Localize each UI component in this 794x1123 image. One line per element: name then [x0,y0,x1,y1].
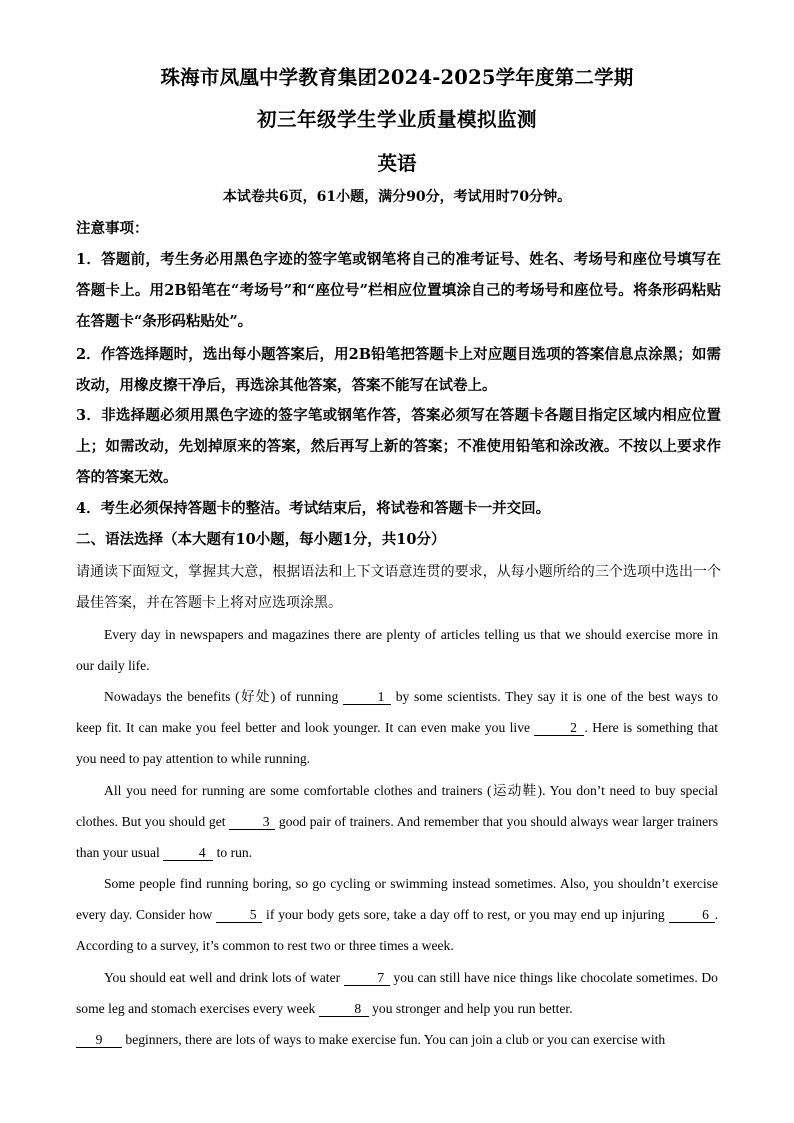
passage-paragraph-2: Nowadays the benefits (好处) of running 1 by some scientists. They say it is one of the best ways to keep fit. It can make you feel better and look younger. It can even make you live 2 . Here is something that you need to pay attention to while running. [76,689,719,766]
note-item-4: 4．考生必须保持答题卡的整洁。考试结束后，将试卷和答题卡一并交回。 [76,500,551,517]
exam-intro: 本试卷共6页，61小题，满分90分，考试用时70分钟。 [222,189,572,205]
blank-4: 4 [163,846,213,861]
passage-paragraph-6: 9 beginners, there are lots of ways to make exercise fun. You can join a club or you can exercise with [76,1024,718,1055]
passage-paragraph-4: Some people find running boring, so go cycling or swimming instead sometimes. Also, you shouldn’t exercise every day. Consider how 5 if your body gets sore, take a day off to rest, or you may end up injuring 6 . According to a survey, it’s common to rest two or three times a week. [76,876,718,953]
exam-title: 珠海市凤凰中学教育集团2024-2025学年度第二学期 [160,66,634,89]
blank-6: 6 [669,908,715,923]
note-item-2: 2．作答选择题时，选出每小题答案后，用2B铅笔把答题卡上对应题目选项的答案信息点涂黑；如需改动，用橡皮擦干净后，再选涂其他答案，答案不能写在试卷上。 [76,346,721,394]
blank-9: 9 [76,1033,122,1048]
blank-1: 1 [343,690,391,705]
section-heading: 二、语法选择（本大题有10小题，每小题1分，共10分） [76,531,446,548]
passage-paragraph-3: All you need for running are some comfortable clothes and trainers (运动鞋). You don’t need to buy special clothes. But you should get 3 good pair of trainers. And remember that you should always wear larger trainers than your usual 4 to run. [76,783,718,860]
blank-7: 7 [344,971,390,986]
exam-subtitle: 初三年级学生学业质量模拟监测 [256,108,537,131]
blank-2: 2 [534,721,584,736]
note-item-1: 1．答题前，考生务必用黑色字迹的签字笔或钢笔将自己的准考证号、姓名、考场号和座位号填写在答题卡上。用2B铅笔在“考场号”和“座位号”栏相应位置填涂自己的考场号和座位号。将条形码粘贴在答题卡“条形码粘贴处”。 [76,251,721,330]
section-instruction: 请通读下面短文，掌握其大意，根据语法和上下文语意连贯的要求，从每小题所给的三个选项中选出一个最佳答案，并在答题卡上将对应选项涂黑。 [76,564,721,611]
notes-heading: 注意事项： [76,220,149,237]
passage-paragraph-1: Every day in newspapers and magazines there are plenty of articles telling us that we should exercise more in our daily life. [76,627,718,673]
passage-paragraph-5: You should eat well and drink lots of water 7 you can still have nice things like chocolate sometimes. Do some leg and stomach exercises every week 8 you stronger and help you run better. [76,970,718,1016]
blank-3: 3 [229,815,275,830]
note-item-3: 3．非选择题必须用黑色字迹的签字笔或钢笔作答，答案必须写在答题卡各题目指定区域内相应位置上；如需改动，先划掉原来的答案，然后再写上新的答案；不准使用铅笔和涂改液。不按以上要求作答的答案无效。 [76,407,721,486]
subject-title: 英语 [377,152,417,175]
blank-8: 8 [319,1002,369,1017]
blank-5: 5 [216,908,262,923]
